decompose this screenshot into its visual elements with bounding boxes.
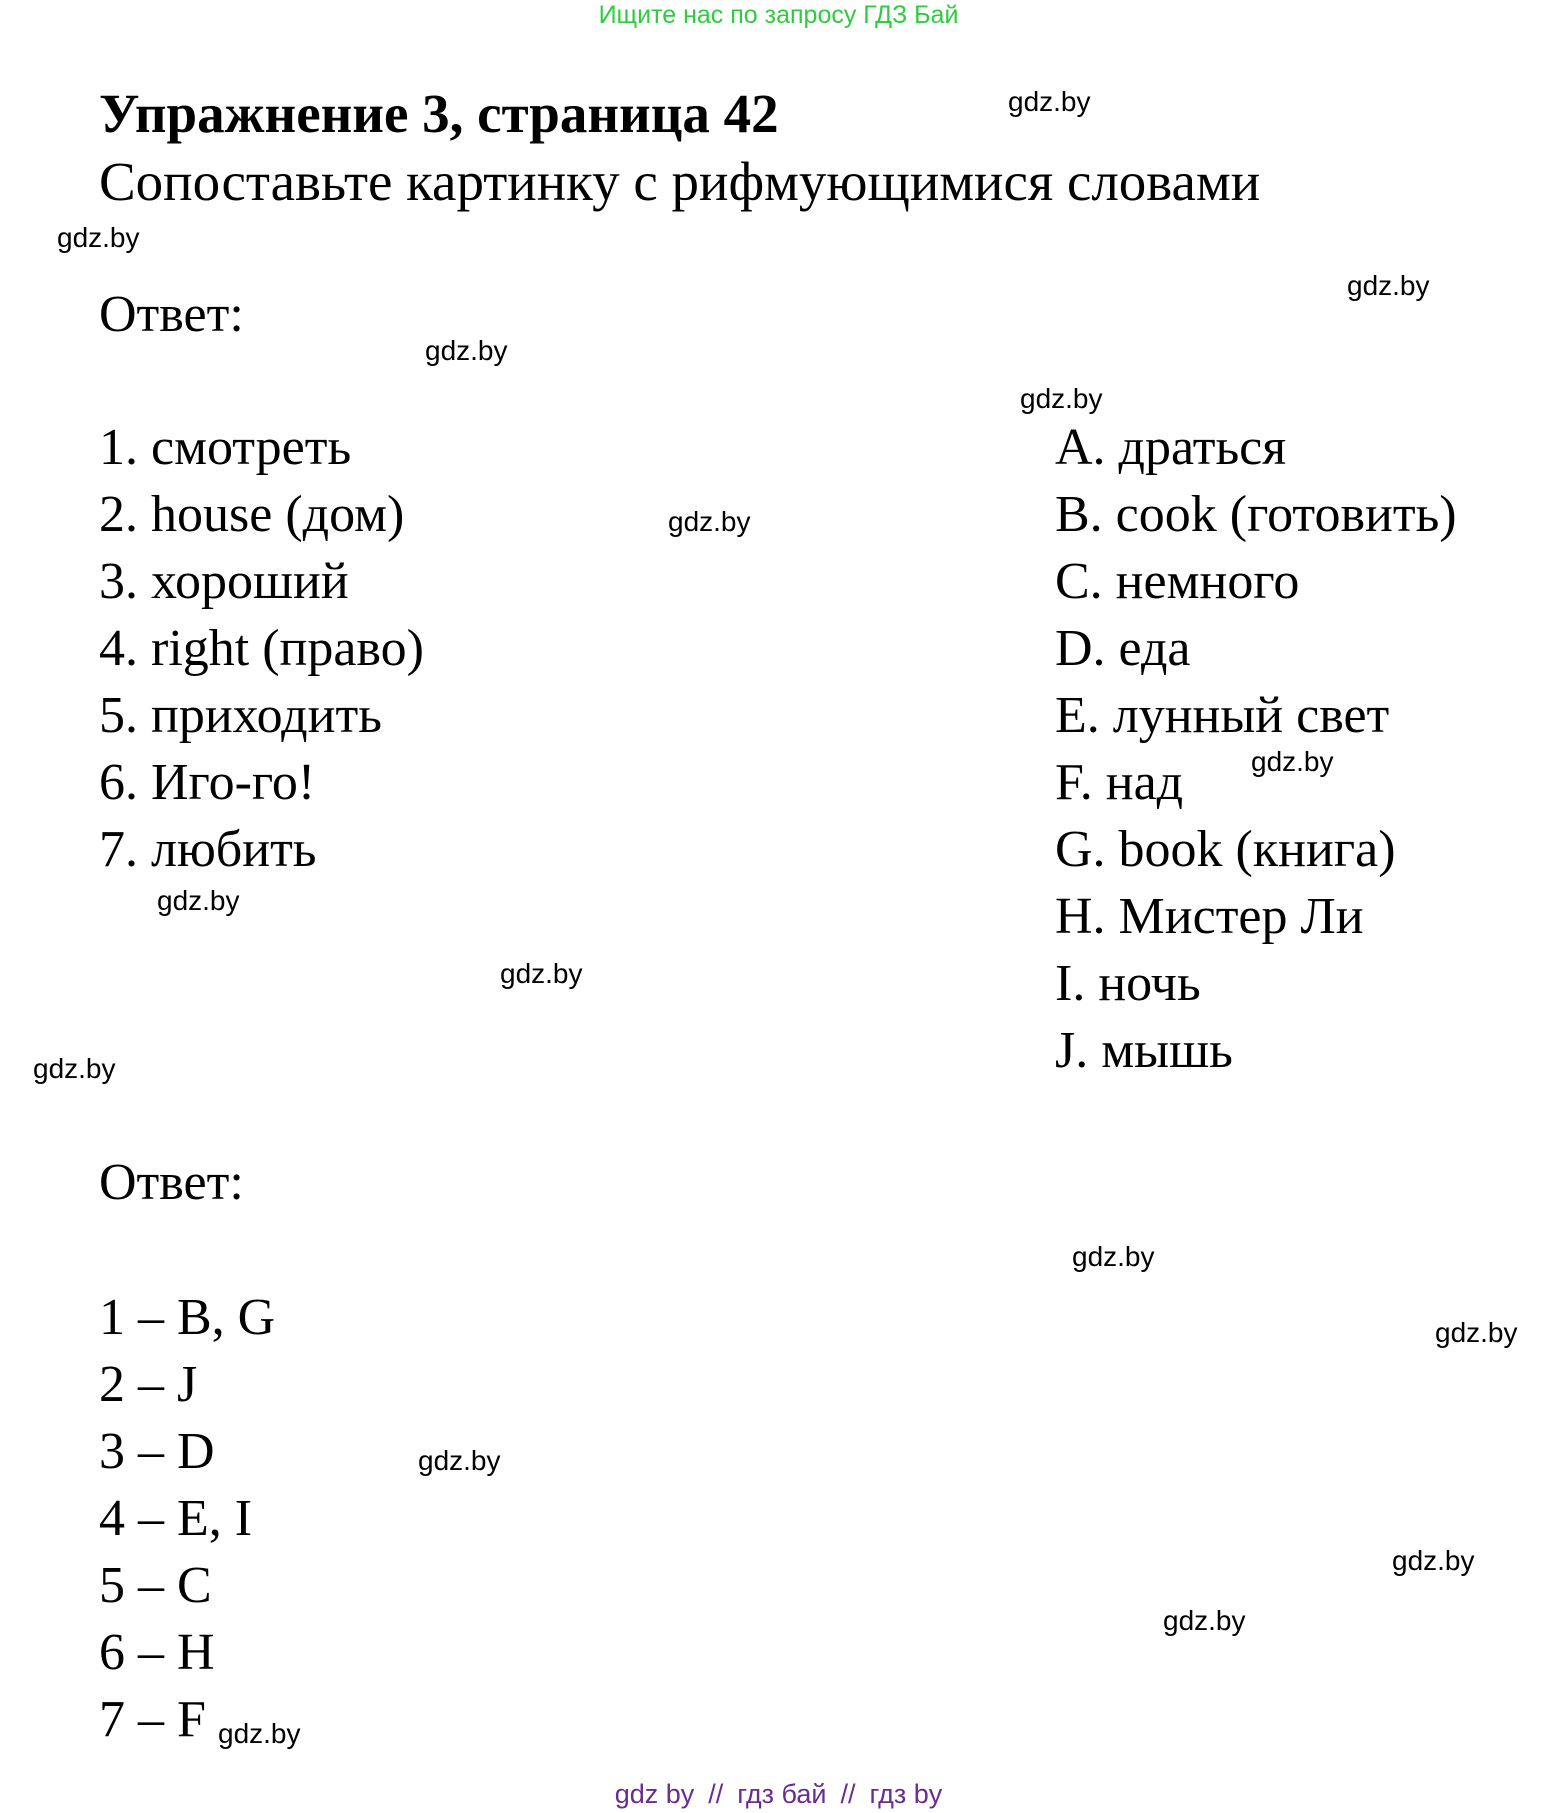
list-item: I. ночь — [1055, 955, 1201, 1012]
list-item: 2. house (дом) — [99, 486, 405, 543]
list-item: 1. смотреть — [99, 419, 352, 476]
footer-link[interactable]: гдз by — [869, 1779, 943, 1809]
watermark: gdz.by — [1347, 270, 1430, 301]
footer-link[interactable]: gdz by — [614, 1779, 695, 1809]
list-item: B. cook (готовить) — [1055, 486, 1457, 543]
watermark: gdz.by — [57, 222, 140, 253]
watermark: gdz.by — [425, 335, 508, 366]
watermark: gdz.by — [33, 1053, 116, 1084]
watermark: gdz.by — [1020, 383, 1103, 414]
answer-item: 3 – D — [99, 1423, 215, 1480]
watermark: gdz.by — [157, 885, 240, 916]
list-item: C. немного — [1055, 553, 1300, 610]
list-item: 7. любить — [99, 821, 317, 878]
watermark: gdz.by — [218, 1718, 301, 1749]
answer-item: 6 – H — [99, 1624, 215, 1681]
watermark: gdz.by — [1008, 86, 1091, 117]
list-item: 3. хороший — [99, 553, 349, 610]
answer-item: 5 – C — [99, 1557, 212, 1614]
footer-separator: // — [708, 1779, 724, 1809]
footer-separator: // — [840, 1779, 856, 1809]
watermark: gdz.by — [1392, 1545, 1475, 1576]
watermark: gdz.by — [1435, 1317, 1518, 1348]
list-item: D. еда — [1055, 620, 1191, 677]
answer-label: Ответ: — [99, 1154, 244, 1211]
watermark: gdz.by — [668, 506, 751, 537]
answer-item: 2 – J — [99, 1356, 198, 1413]
list-item: G. book (книга) — [1055, 821, 1396, 878]
list-item: A. драться — [1055, 419, 1287, 476]
page-title: Упражнение 3, страница 42 — [99, 83, 779, 144]
list-item: 6. Иго-го! — [99, 754, 316, 811]
top-banner-link[interactable]: Ищите нас по запросу ГДЗ Бай — [598, 1, 959, 29]
exercise-instruction: Сопоставьте картинку с рифмующимися словами — [99, 151, 1261, 212]
list-item: F. над — [1055, 754, 1184, 811]
watermark: gdz.by — [1163, 1605, 1246, 1636]
list-item: 4. right (право) — [99, 620, 424, 677]
list-item: H. Мистер Ли — [1055, 888, 1364, 945]
watermark: gdz.by — [1072, 1241, 1155, 1272]
footer-links — [0, 1778, 1557, 1810]
list-item: J. мышь — [1055, 1022, 1233, 1079]
answer-label: Ответ: — [99, 286, 244, 343]
answer-item: 7 – F — [99, 1691, 206, 1748]
answer-item: 4 – E, I — [99, 1490, 253, 1547]
list-item: E. лунный свет — [1055, 687, 1390, 744]
list-item: 5. приходить — [99, 687, 382, 744]
watermark: gdz.by — [418, 1445, 501, 1476]
answer-item: 1 – B, G — [99, 1289, 276, 1346]
watermark: gdz.by — [500, 958, 583, 989]
watermark: gdz.by — [1251, 746, 1334, 777]
footer-link[interactable]: гдз бай — [737, 1779, 827, 1809]
